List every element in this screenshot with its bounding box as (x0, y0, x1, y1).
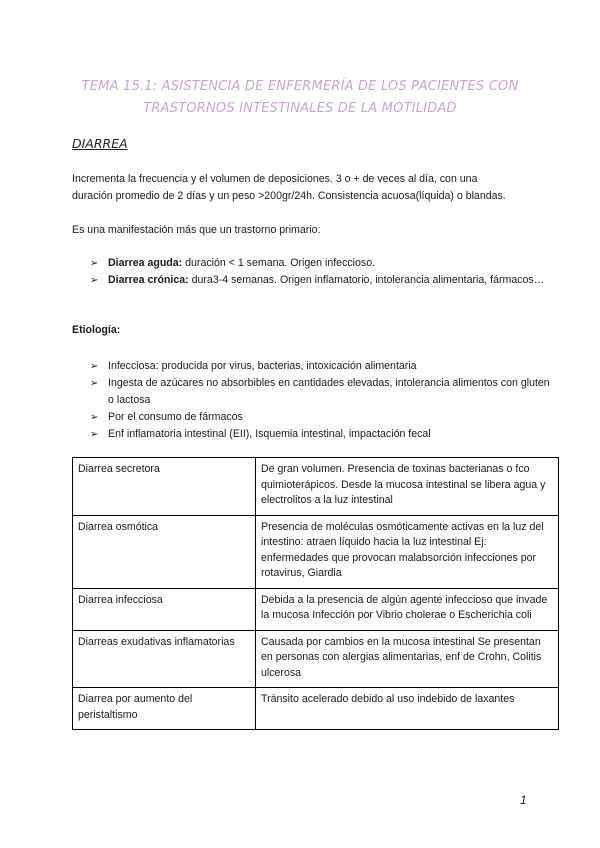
title-line-2: TRASTORNOS INTESTINALES DE LA MOTILIDAD (143, 101, 457, 116)
section-heading: DIARREA (72, 136, 128, 151)
type-cell: Diarreas exudativas inflamatorias (73, 630, 256, 688)
list-item: ➢ Enf inflamatoria intestinal (EII), Isquemia intestinal, impactación fecal (90, 426, 550, 443)
desc-chronic: dura3-4 semanas. Origen inflamatorio, intolerancia alimentaria, fármacos… (188, 274, 545, 286)
description-cell: Tránsito acelerado debido al uso indebido de laxantes (256, 688, 559, 730)
page-number: 1 (520, 793, 527, 807)
title-line-1: TEMA 15.1: ASISTENCIA DE ENFERMERÍA DE LOS PACIENTES CON (81, 79, 519, 94)
table-row (73, 630, 559, 688)
table-row (73, 515, 559, 588)
type-cell: Diarrea osmótica (73, 515, 256, 588)
description-cell: De gran volumen. Presencia de toxinas bacterianas o fco quimioterápicos. Desde la mucosa intestinal se libera agua y electrolitos a la luz intestinal (256, 458, 559, 516)
term-acute: Diarrea aguda: (108, 257, 183, 269)
document-title (0, 76, 600, 120)
list-item: ➢ Infecciosa: producida por virus, bacterias, intoxicación alimentaria (90, 358, 550, 375)
description-cell: Debida a la presencia de algún agente infeccioso que invade la mucosa Infección por Vibrio cholerae o Escherichia coli (256, 588, 559, 630)
intro-line-1: Incrementa la frecuencia y el volumen de deposiciones. 3 o + de veces al día, con una (72, 173, 478, 185)
diarrhea-types-list (90, 255, 550, 289)
term-chronic: Diarrea crónica: (108, 274, 189, 286)
description-cell: Causada por cambios en la mucosa intestinal Se presentan en personas con alergias alimentarias, enf de Crohn, Colitis ulcerosa (256, 630, 559, 688)
description-cell: Presencia de moléculas osmóticamente activas en la luz del intestino: atraen líquido hacia la luz intestinal Ej: enfermedades que provocan malabsorción infecciones por rotavirus, Giardia (256, 515, 559, 588)
desc-acute: duración < 1 semana. Origen infeccioso. (182, 257, 376, 269)
type-cell: Diarrea por aumento del peristaltismo (73, 688, 256, 730)
type-cell: Diarrea infecciosa (73, 588, 256, 630)
table-row (73, 688, 559, 730)
type-cell: Diarrea secretora (73, 458, 256, 516)
manifestation-paragraph: Es una manifestación más que un trastorno primario: (72, 224, 321, 236)
table-row (73, 458, 559, 516)
table-row (73, 588, 559, 630)
intro-paragraph (72, 171, 542, 205)
list-item (90, 255, 550, 272)
diarrhea-classification-table (72, 457, 559, 730)
intro-line-2: duración promedio de 2 días y un peso >200gr/24h. Consistencia acuosa(líquida) o blandas. (72, 190, 506, 202)
etiology-list (90, 358, 550, 443)
list-item: ➢ Por el consumo de fármacos (90, 409, 550, 426)
list-item: ➢ Ingesta de azúcares no absorbibles en cantidades elevadas, intolerancia alimentos con gluten o lactosa (90, 375, 550, 409)
list-item (90, 272, 550, 289)
etiology-heading: Etiología: (72, 324, 121, 336)
